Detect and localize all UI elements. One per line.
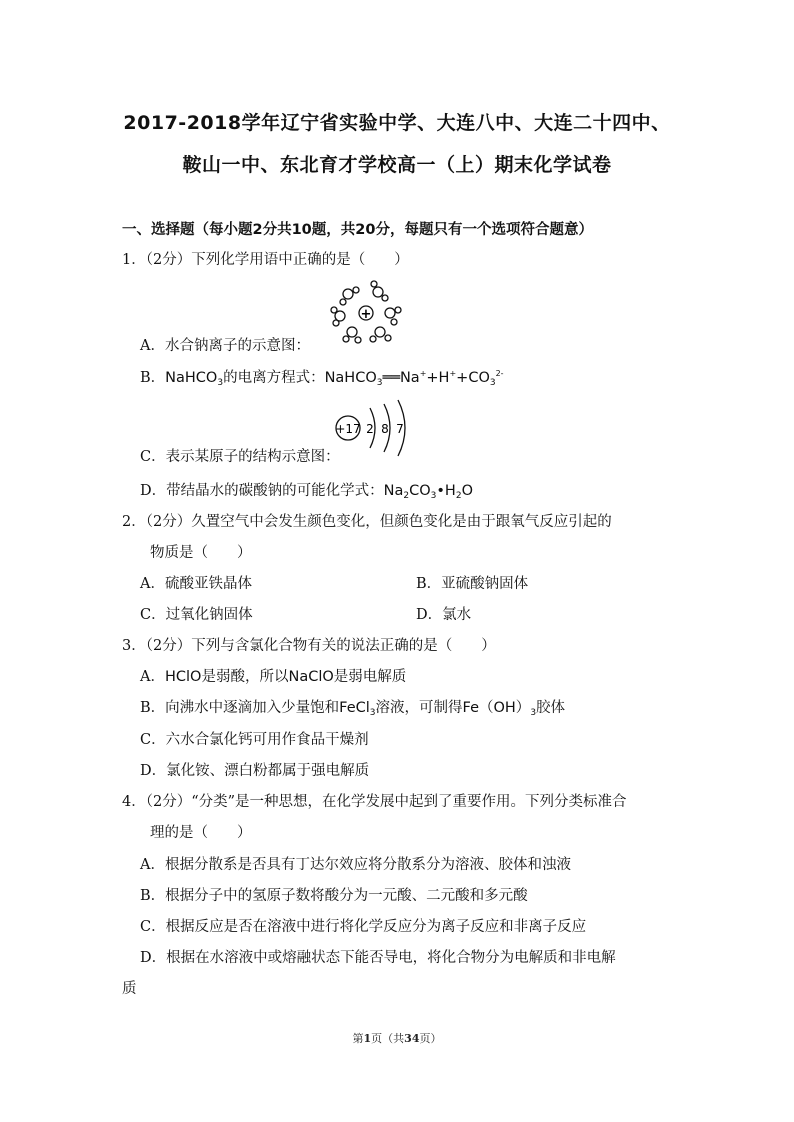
section-heading: 一、选择题（每小题2分共10题，共20分，每题只有一个选项符合题意） — [122, 222, 593, 238]
q4-option-d-line-1: D．根据在水溶液中或熔融状态下能否导电，将化合物分为电解质和非电解 — [140, 950, 616, 966]
current-page-number: 1 — [363, 1032, 372, 1045]
ion-center-sign: + — [360, 307, 372, 322]
q4-option-d-line-2: 质 — [122, 981, 137, 997]
q1-option-d: D．带结晶水的碳酸钠的可能化学式：$Na_2CO_3•H_2O$ — [140, 483, 473, 501]
q4-option-a: A．根据分散系是否具有丁达尔效应将分散系分为溶液、胶体和浊液 — [140, 857, 571, 873]
q4-option-b: B．根据分子中的氢原子数将酸分为一元酸、二元酸和多元酸 — [140, 888, 528, 904]
q3-option-c: C．六水合氯化钙可用作食品干燥剂 — [140, 732, 369, 748]
q2-option-d: D．氯水 — [416, 607, 472, 623]
q2-option-a: A．硫酸亚铁晶体 — [140, 576, 252, 592]
q2-option-b: B．亚硫酸钠固体 — [416, 576, 529, 592]
exam-title-line-2: 鞍山一中、东北育才学校高一（上）期末化学试卷 — [182, 154, 612, 176]
page-footer: 第1页（共34页） — [352, 1032, 442, 1045]
q2-option-c: C．过氧化钠固体 — [140, 607, 253, 623]
shell-2-count: 8 — [381, 422, 389, 436]
q1-option-a: A．水合钠离子的示意图： — [140, 338, 310, 354]
exam-title-line-1: 2017-2018学年辽宁省实验中学、大连八中、大连二十四中、 — [123, 112, 671, 134]
q3-option-a: A．HClO是弱酸，所以NaClO是弱电解质 — [140, 669, 407, 685]
q2-stem-line-2: 物质是（ ） — [150, 545, 252, 561]
q1-stem: 1．（2分）下列化学用语中正确的是（ ） — [122, 252, 409, 268]
atom-structure-diagram — [330, 398, 420, 458]
shell-1-count: 2 — [366, 422, 374, 436]
q2-stem-line-1: 2．（2分）久置空气中会发生颜色变化，但颜色变化是由于跟氧气反应引起的 — [122, 514, 612, 530]
q1-option-b: B．NaHCO$_3$的电离方程式：$NaHCO_3══Na^++H^++CO_3^{2-}$ — [140, 369, 504, 388]
nucleus-charge: +17 — [335, 422, 361, 436]
q4-stem-line-2: 理的是（ ） — [150, 825, 252, 841]
q3-option-b: B．向沸水中逐滴加入少量饱和FeCl$_3$溶液，可制得$Fe(OH)_3$胶体 — [140, 700, 566, 718]
q1-option-c: C．表示某原子的结构示意图： — [140, 449, 340, 465]
q4-stem-line-1: 4．（2分）“分类”是一种思想，在化学发展中起到了重要作用。下列分类标准合 — [122, 794, 627, 810]
q4-option-c: C．根据反应是否在溶液中进行将化学反应分为离子反应和非离子反应 — [140, 919, 587, 935]
total-pages: 34 — [404, 1032, 420, 1045]
shell-3-count: 7 — [396, 422, 404, 436]
hydrated-sodium-ion-diagram — [328, 280, 408, 346]
q3-option-d: D．氯化铵、漂白粉都属于强电解质 — [140, 763, 370, 779]
q3-stem: 3．（2分）下列与含氯化合物有关的说法正确的是（ ） — [122, 638, 496, 654]
